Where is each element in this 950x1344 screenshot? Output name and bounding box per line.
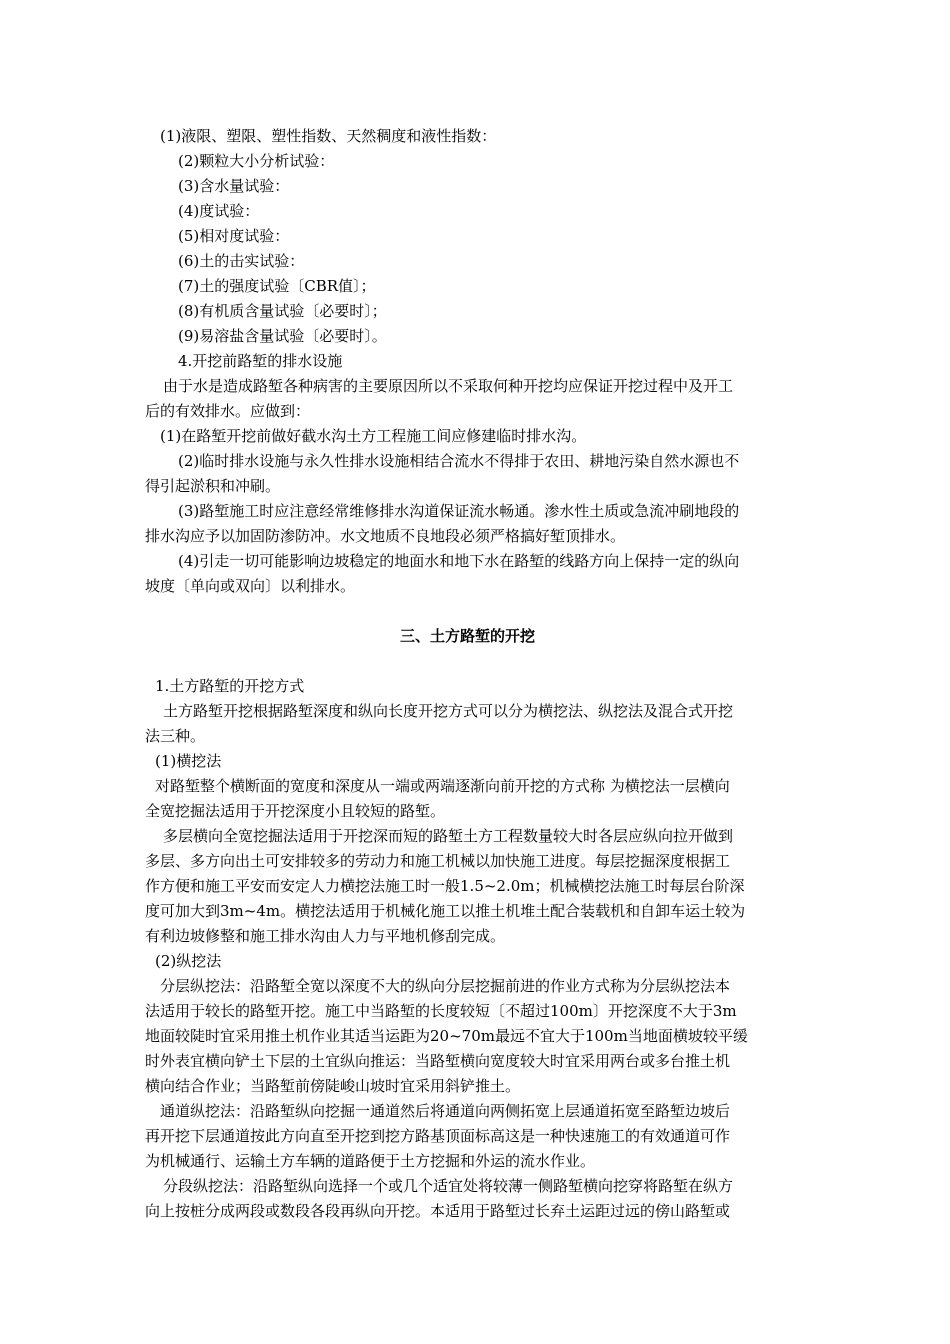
test-item-2: (2)颗粒大小分析试验： [178,152,335,170]
subsection-heading: 1.土方路堑的开挖方式 [155,677,305,695]
paragraph-line: 向上按桩分成两段或数段各段再纵向开挖。本适用于路堑过长弃土运距过远的傍山路堑或 [145,1202,731,1220]
paragraph-line: 有利边坡修整和施工排水沟由人力与平地机修刮完成。 [145,927,506,945]
method-heading-longitudinal: (2)纵挖法 [155,952,222,970]
drainage-item-4: (4)引走一切可能影响边坡稳定的地面水和地下水在路堑的线路方向上保持一定的纵向 [178,552,740,570]
paragraph-line: 分段纵挖法：沿路堑纵向选择一个或几个适宜处将较薄一侧路堑横向挖穿将路堑在纵方 [163,1177,734,1195]
paragraph-line: 法三种。 [145,727,206,745]
test-item-5: (5)相对度试验： [178,227,290,245]
paragraph-line: 由于水是造成路堑各种病害的主要原因所以不采取何种开挖均应保证开挖过程中及开工 [163,377,734,395]
method-heading-horizontal: (1)横挖法 [155,752,222,770]
section-heading-drainage: 4.开挖前路堑的排水设施 [178,352,343,370]
section-title: 三、土方路堑的开挖 [400,627,536,645]
test-item-1: (1)液限、塑限、塑性指数、天然稠度和液性指数： [160,127,497,145]
paragraph-line: 得引起淤积和冲刷。 [145,477,281,495]
paragraph-line: 多层、多方向出土可安排较多的劳动力和施工机械以加快施工进度。每层挖掘深度根据工 [145,852,731,870]
test-item-4: (4)度试验： [178,202,260,220]
paragraph-line: 多层横向全宽挖掘法适用于开挖深而短的路堑土方工程数量较大时各层应纵向拉开做到 [163,827,734,845]
drainage-item-1: (1)在路堑开挖前做好截水沟土方工程施工间应修建临时排水沟。 [160,427,587,445]
drainage-item-3: (3)路堑施工时应注意经常维修排水沟道保证流水畅通。渗水性土质或急流冲刷地段的 [178,502,740,520]
paragraph-line: 坡度〔单向或双向〕以利排水。 [145,577,356,595]
test-item-3: (3)含水量试验： [178,177,290,195]
paragraph-line: 通道纵挖法：沿路堑纵向挖掘一通道然后将通道向两侧拓宽上层通道拓宽至路堑边坡后 [160,1102,731,1120]
paragraph-line: 时外表宜横向铲土下层的土宜纵向推运：当路堑横向宽度较大时宜采用两台或多台推土机 [145,1052,731,1070]
paragraph-line: 度可加大到3m~4m。横挖法适用于机械化施工以推土机堆土配合装载机和自卸车运土较为 [145,902,746,920]
paragraph-line: 后的有效排水。应做到： [145,402,311,420]
paragraph-line: 全宽挖掘法适用于开挖深度小且较短的路堑。 [145,802,446,820]
paragraph-line: 排水沟应予以加固防渗防冲。水文地质不良地段必须严格搞好堑顶排水。 [145,527,626,545]
test-item-9: (9)易溶盐含量试验〔必要时〕。 [178,327,387,345]
paragraph-line: 对路堑整个横断面的宽度和深度从一端或两端逐渐向前开挖的方式称 为横挖法一层横向 [155,777,730,795]
paragraph-line: 土方路堑开挖根据路堑深度和纵向长度开挖方式可以分为横挖法、纵挖法及混合式开挖 [163,702,734,720]
test-item-7: (7)土的强度试验〔CBR值〕； [178,277,376,295]
paragraph-line: 为机械通行、运输土方车辆的道路便于土方挖掘和外运的流水作业。 [145,1152,596,1170]
paragraph-line: 地面较陡时宜采用推土机作业其适当运距为20~70m最远不宜大于100m当地面横坡较平缓 [145,1027,748,1045]
test-item-8: (8)有机质含量试验〔必要时〕； [178,302,387,320]
paragraph-line: 分层纵挖法：沿路堑全宽以深度不大的纵向分层挖掘前进的作业方式称为分层纵挖法本 [160,977,731,995]
paragraph-line: 法适用于较长的路堑开挖。施工中当路堑的长度较短〔不超过100m〕开挖深度不大于3m [145,1002,737,1020]
test-item-6: (6)土的击实试验： [178,252,305,270]
paragraph-line: 横向结合作业；当路堑前傍陡峻山坡时宜采用斜铲推土。 [145,1077,521,1095]
paragraph-line: 作方便和施工平安而安定人力横挖法施工时一般1.5~2.0m；机械横挖法施工时每层台阶深 [145,877,745,895]
drainage-item-2: (2)临时排水设施与永久性排水设施相结合流水不得排于农田、耕地污染自然水源也不 [178,452,740,470]
paragraph-line: 再开挖下层通道按此方向直至开挖到挖方路基顶面标高这是一种快速施工的有效通道可作 [145,1127,731,1145]
